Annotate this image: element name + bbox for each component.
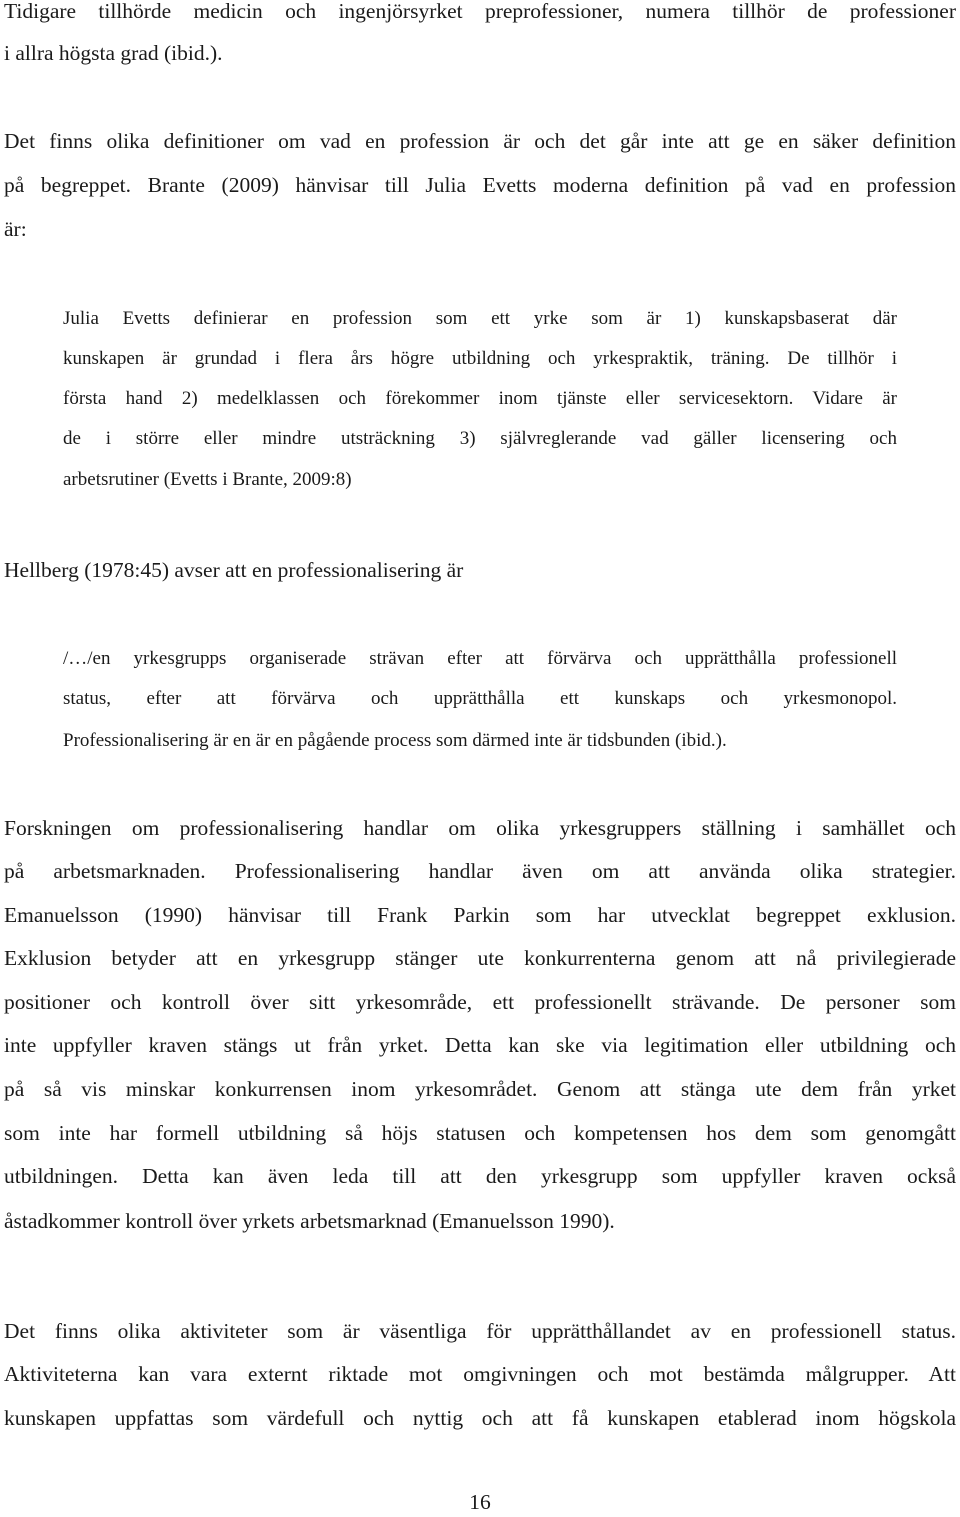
body-text-line: Forskningen om professionalisering handlar om olika yrkesgruppers ställning i samhället och [4, 816, 956, 840]
block-quote-line: de i större eller mindre utsträckning 3) självreglerande vad gäller licensering och [63, 428, 897, 449]
block-quote-line: Professionalisering är en är en pågående process som därmed inte är tidsbunden (ibid.). [63, 730, 727, 751]
body-text-line: är: [4, 217, 27, 241]
body-text-line: utbildningen. Detta kan även leda till att den yrkesgrupp som uppfyller kraven också [4, 1164, 956, 1188]
body-text-line: Emanuelsson (1990) hänvisar till Frank Parkin som har utvecklat begreppet exklusion. [4, 903, 956, 927]
block-quote-line: arbetsrutiner (Evetts i Brante, 2009:8) [63, 469, 352, 490]
body-text-line: Aktiviteterna kan vara externt riktade mot omgivningen och mot bestämda målgrupper. Att [4, 1362, 956, 1386]
body-text-line: på så vis minskar konkurrensen inom yrkesområdet. Genom att stänga ute dem från yrket [4, 1077, 956, 1101]
body-text-line: som inte har formell utbildning så höjs statusen och kompetensen hos dem som genomgått [4, 1121, 956, 1145]
body-text-line: på arbetsmarknaden. Professionalisering handlar även om att använda olika strategier. [4, 859, 956, 883]
body-text-line: positioner och kontroll över sitt yrkesområde, ett professionellt strävande. De personer som [4, 990, 956, 1014]
body-text-line: kunskapen uppfattas som värdefull och nyttig och att få kunskapen etablerad inom högskola [4, 1406, 956, 1430]
body-text-line: Exklusion betyder att en yrkesgrupp stänger ute konkurrenterna genom att nå privilegierade [4, 946, 956, 970]
block-quote-line: första hand 2) medelklassen och förekommer inom tjänste eller servicesektorn. Vidare är [63, 388, 897, 409]
body-text-line: Det finns olika aktiviteter som är väsentliga för upprätthållandet av en professionell status. [4, 1319, 956, 1343]
block-quote-line: Julia Evetts definierar en profession som ett yrke som är 1) kunskapsbaserat där [63, 308, 897, 329]
block-quote-line: status, efter att förvärva och upprätthålla ett kunskaps och yrkesmonopol. [63, 688, 897, 709]
body-text-line: på begreppet. Brante (2009) hänvisar till Julia Evetts moderna definition på vad en profession [4, 173, 956, 197]
page-number: 16 [469, 1490, 491, 1514]
block-quote-line: /…/en yrkesgrupps organiserade strävan efter att förvärva och upprätthålla professionell [63, 648, 897, 669]
body-text-line: Tidigare tillhörde medicin och ingenjörsyrket preprofessioner, numera tillhör de professioner [4, 0, 956, 23]
body-text-line: inte uppfyller kraven stängs ut från yrket. Detta kan ske via legitimation eller utbildning och [4, 1033, 956, 1057]
body-text-line: åstadkommer kontroll över yrkets arbetsmarknad (Emanuelsson 1990). [4, 1209, 615, 1233]
body-text-line: Hellberg (1978:45) avser att en professionalisering är [4, 558, 464, 582]
body-text-line: i allra högsta grad (ibid.). [4, 41, 223, 65]
block-quote-line: kunskapen är grundad i flera års högre utbildning och yrkespraktik, träning. De tillhör i [63, 348, 897, 369]
body-text-line: Det finns olika definitioner om vad en profession är och det går inte att ge en säker definition [4, 129, 956, 153]
